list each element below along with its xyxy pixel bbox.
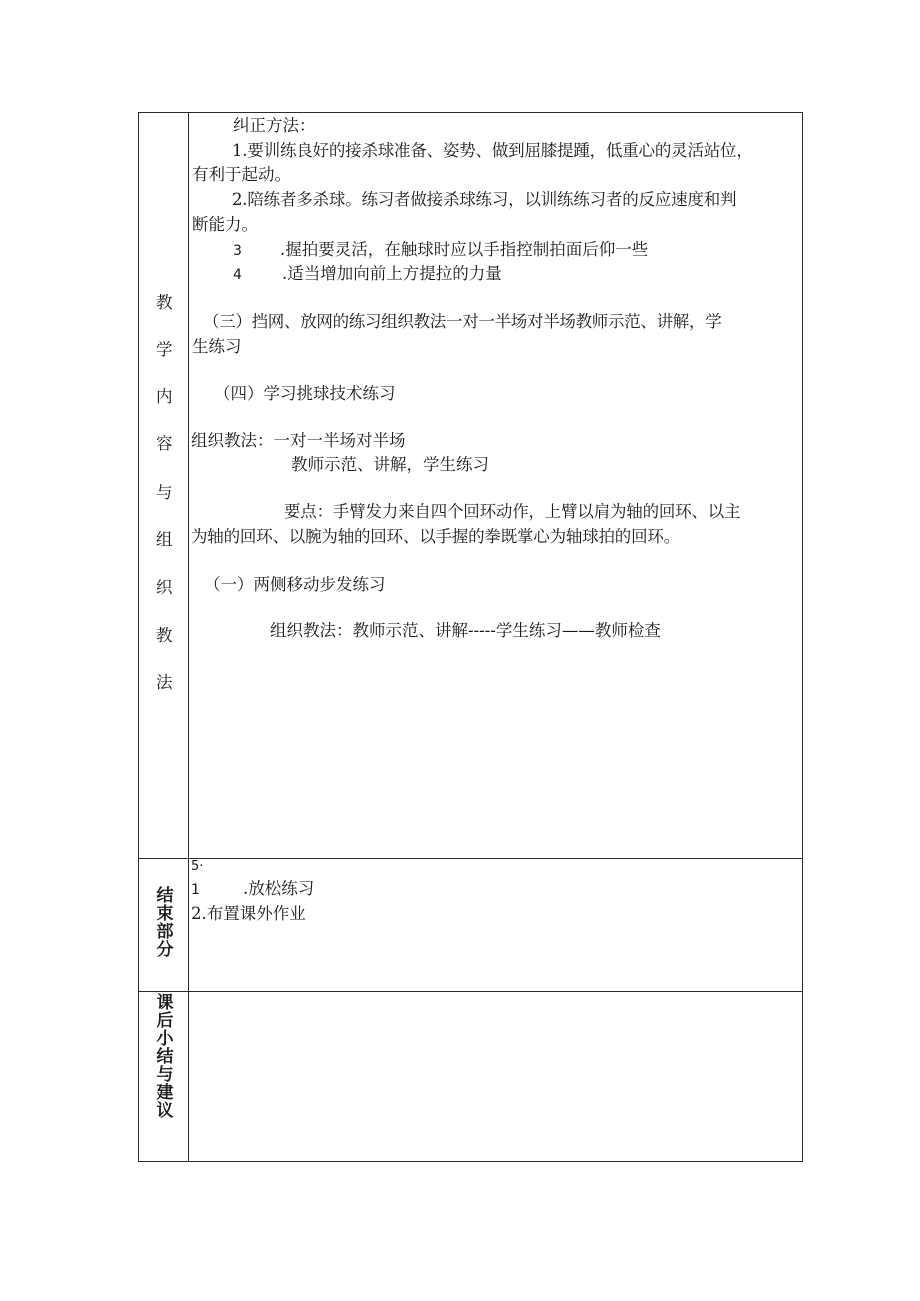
section-4-title: （四）学习挑球技术练习	[214, 384, 396, 403]
label-char: 织	[156, 578, 173, 597]
label-char: 小	[156, 1029, 174, 1049]
label-char: 法	[156, 673, 173, 692]
summary-label	[152, 994, 178, 1120]
end-item-1-text: .放松练习	[243, 879, 315, 898]
label-char: 教	[156, 626, 173, 645]
label-char: 与	[156, 483, 173, 502]
label-char: 束	[156, 904, 174, 924]
label-char: 议	[156, 1101, 174, 1121]
label-char: 与	[156, 1065, 174, 1085]
label-char: 后	[156, 1011, 174, 1031]
correction-item-3-number: 3	[233, 243, 242, 259]
end-item-1-number: 1	[191, 882, 200, 898]
org-method-3: 组织教法：教师示范、讲解-----学生练习——教师检查	[270, 621, 661, 640]
section-1-title: （一）两侧移动步发练习	[204, 575, 386, 594]
table-left-border	[138, 112, 139, 1162]
label-char: 结	[156, 1047, 174, 1067]
end-section-label	[152, 887, 178, 959]
label-char: 容	[156, 434, 173, 453]
label-column-divider	[188, 112, 189, 1162]
label-char: 组	[156, 530, 173, 549]
table-top-border	[138, 112, 803, 113]
label-char: 建	[156, 1083, 174, 1103]
table-bottom-border	[138, 1161, 803, 1162]
label-char: 学	[156, 340, 173, 359]
label-char: 教	[156, 293, 173, 312]
section-3-line-2: 生练习	[192, 337, 242, 356]
org-method-2: 教师示范、讲解，学生练习	[291, 455, 489, 474]
correction-item-2-line-2: 断能力。	[192, 215, 258, 234]
row-divider-summary	[138, 991, 803, 992]
correction-item-1-line-1: 1.要训练良好的接杀球准备、姿势、做到屈膝提踵，低重心的灵活站位，	[232, 141, 753, 160]
org-method-1: 组织教法：一对一半场对半场	[191, 431, 406, 450]
key-points-line-1: 要点：手臂发力来自四个回环动作，上臂以肩为轴的回环、以主	[284, 502, 741, 521]
key-points-line-2: 为轴的回环、以腕为轴的回环、以手握的拳既掌心为轴球拍的回环。	[191, 527, 681, 546]
end-item-2-text: 2.布置课外作业	[191, 904, 306, 923]
correction-item-4-text: .适当增加向前上方提拉的力量	[282, 264, 502, 283]
correction-item-1-line-2: 有利于起动。	[192, 165, 291, 184]
label-char: 课	[156, 993, 174, 1013]
label-char: 部	[156, 922, 174, 942]
section-3-line-1: （三）挡网、放网的练习组织教法一对一半场对半场教师示范、讲解，学	[203, 312, 722, 331]
correction-item-2-line-1: 2.陪练者多杀球。练习者做接杀球练习，以训练练习者的反应速度和判	[232, 190, 737, 209]
row-divider-end-section	[138, 858, 803, 859]
end-time-mark: 5·	[191, 859, 204, 874]
label-char: 内	[156, 387, 173, 406]
correction-title: 纠正方法：	[233, 116, 316, 135]
label-char: 结	[156, 886, 174, 906]
label-char: 分	[156, 940, 174, 960]
correction-item-4-number: 4	[233, 267, 242, 283]
correction-item-3-text: .握拍要灵活，在触球时应以手指控制拍面后仰一些	[280, 240, 649, 259]
table-right-border	[802, 112, 803, 1162]
